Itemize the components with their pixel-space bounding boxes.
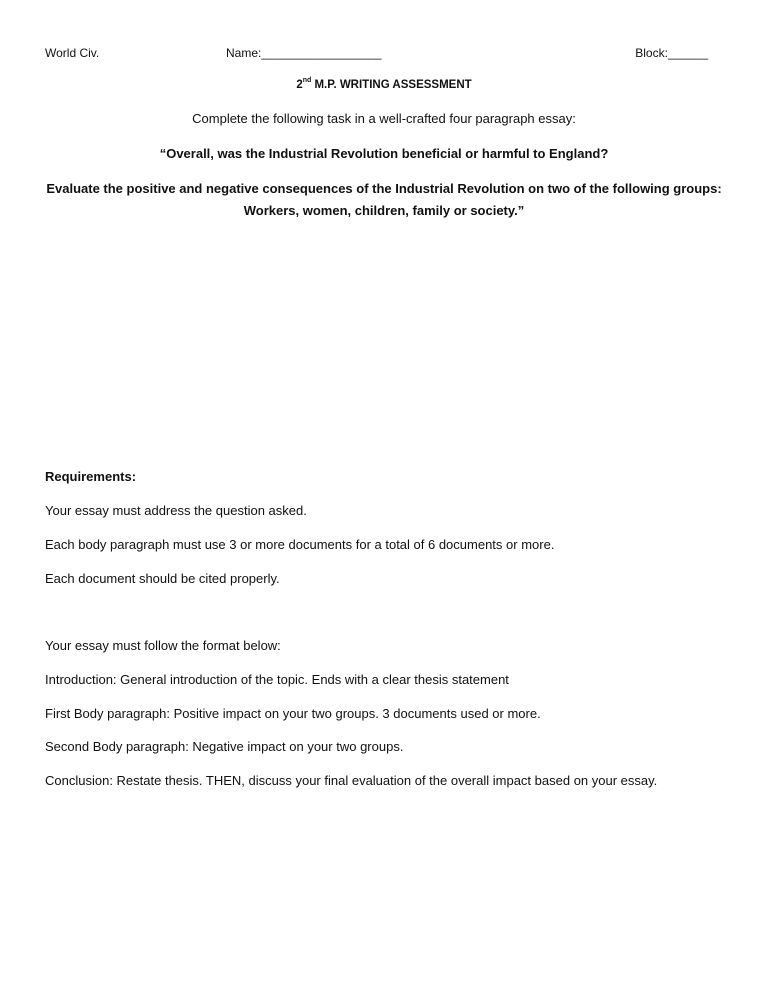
essay-question: “Overall, was the Industrial Revolution beneficial or harmful to England?	[159, 146, 609, 161]
essay-prompt: Evaluate the positive and negative consequences of the Industrial Revolution on two of the following groups: Workers, women, children, family or society.”	[46, 181, 722, 218]
assessment-title	[0, 78, 768, 91]
format-item: First Body paragraph: Positive impact on your two groups. 3 documents used or more.	[45, 706, 541, 721]
format-item: Second Body paragraph: Negative impact on your two groups.	[45, 739, 404, 754]
requirements-heading: Requirements:	[45, 469, 137, 484]
requirement-item: Each body paragraph must use 3 or more documents for a total of 6 documents or more.	[45, 537, 555, 552]
requirement-item: Your essay must address the question asked.	[45, 503, 307, 518]
format-item: Conclusion: Restate thesis. THEN, discuss your final evaluation of the overall impact based on your essay.	[45, 773, 658, 788]
task-instruction: Complete the following task in a well-crafted four paragraph essay:	[192, 111, 576, 126]
block-field-label: Block:______	[635, 46, 708, 60]
requirement-item: Each document should be cited properly.	[45, 571, 280, 586]
format-heading: Your essay must follow the format below:	[45, 638, 281, 653]
name-field-label: Name:__________________	[226, 46, 382, 60]
course-label: World Civ.	[45, 46, 100, 60]
title-text: M.P. WRITING ASSESSMENT	[311, 78, 472, 91]
title-ordinal-suffix: nd	[302, 77, 312, 84]
format-item: Introduction: General introduction of the topic. Ends with a clear thesis statement	[45, 672, 509, 687]
title-ordinal: 2	[296, 78, 303, 91]
